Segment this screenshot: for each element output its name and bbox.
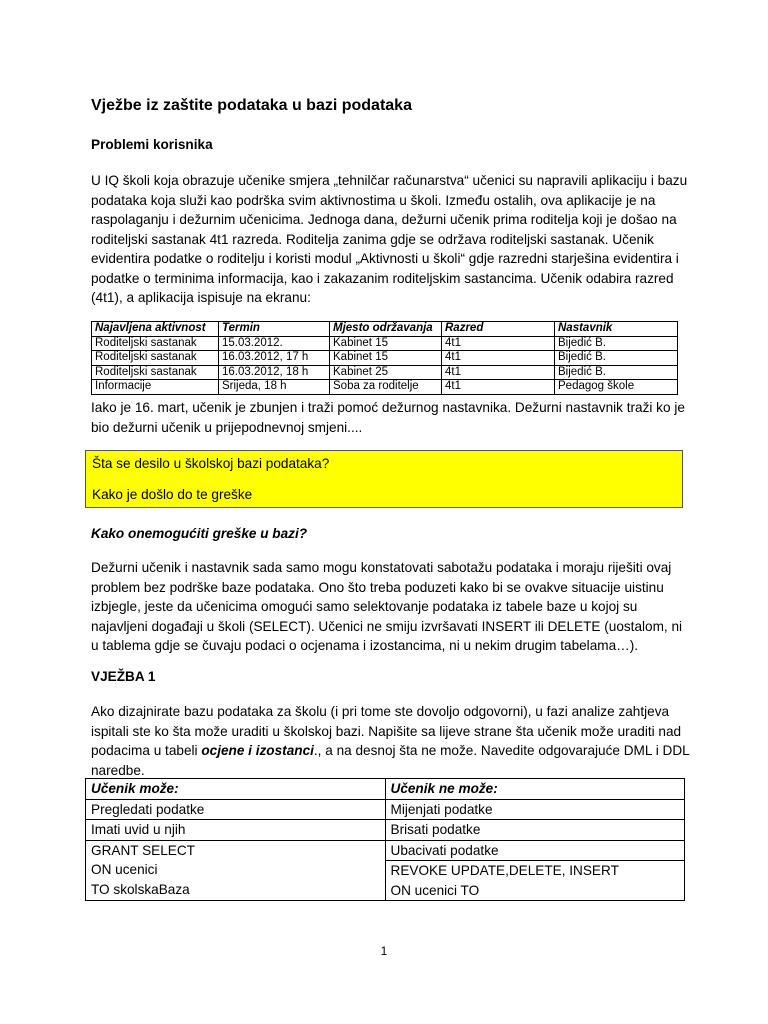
- cell-line: Mijenjati podatke: [390, 801, 493, 817]
- table-cell: [86, 799, 386, 820]
- exercise-emphasis: ocjene i izostanci: [201, 743, 314, 758]
- table-cell: Kabinet 25: [330, 365, 442, 380]
- table-cell: Bijedić B.: [555, 365, 678, 380]
- schedule-header-cell: Mjesto održavanja: [330, 322, 442, 337]
- exercise-heading: VJEŽBA 1: [91, 669, 156, 684]
- table-cell: Bijedić B.: [555, 336, 678, 351]
- table-cell: Srijeda, 18 h: [219, 380, 330, 395]
- table-cell: 16.03.2012, 17 h: [219, 351, 330, 366]
- table-cell: [86, 820, 386, 841]
- schedule-header-cell: Termin: [219, 322, 330, 337]
- table-row: [86, 840, 685, 901]
- table-cell: Pedagog škole: [555, 380, 678, 395]
- highlight-question: Kako je došlo do te greške: [92, 487, 253, 502]
- table-cell: Bijedić B.: [555, 351, 678, 366]
- table-cell: 4t1: [442, 380, 555, 395]
- table-row: [92, 365, 678, 380]
- exercise-text: Ako dizajnirate bazu podataka za školu (i pri tome ste dovoljo odgovorni), u fazi analize zahtjeva ispitali ste ko šta može uraditi u školskoj bazi. Napišite sa lijeve strane šta učenik može uraditi nad podacima u tabeli: [91, 704, 682, 758]
- cell-line: REVOKE UPDATE,DELETE, INSERT: [390, 863, 619, 878]
- exercise-table: [85, 778, 685, 901]
- schedule-header-row: [92, 322, 678, 337]
- cell-line: ON ucenici TO: [390, 882, 480, 898]
- table-cell: 4t1: [442, 365, 555, 380]
- exercise-header-row: [86, 779, 685, 800]
- table-cell: 4t1: [442, 336, 555, 351]
- solution-paragraph: Dežurni učenik i nastavnik sada samo mogu konstatovati sabotažu podataka i moraju riješiti ovaj problem bez podrške baze podataka. Ono što treba poduzeti kako bi se ovakve situacije uistinu izbjegle, jeste da učenicima omogući samo selektovanje podataka iz tabele baze u kojoj su najavljeni događaji u školi (SELECT). Učenici ne smiju izvršavati INSERT ili DELETE (uostalom, ni u tablema gdje se čuvaju podaci o ocjenama i izostancima, ni u nekim drugim tabelama…).: [91, 560, 683, 653]
- table-row: [86, 799, 685, 820]
- page-number: 1: [380, 944, 388, 958]
- cell-line: GRANT SELECT: [91, 842, 195, 858]
- cell-line: Brisati podatke: [390, 822, 481, 837]
- exercise-header-cell: Učenik može:: [86, 779, 386, 800]
- document-title: Vježbe iz zaštite podataka u bazi podataka: [91, 97, 412, 114]
- table-cell: 4t1: [442, 351, 555, 366]
- schedule-header-cell: Najavljena aktivnost: [92, 322, 219, 337]
- table-row: [92, 380, 678, 395]
- table-row: [92, 351, 678, 366]
- table-row: [92, 336, 678, 351]
- schedule-header-cell: Razred: [442, 322, 555, 337]
- table-cell: Roditeljski sastanak: [92, 365, 219, 380]
- section-heading: Kako onemogućiti greške u bazi?: [91, 526, 308, 541]
- table-cell: Informacije: [92, 380, 219, 395]
- table-row: [86, 820, 685, 841]
- table-cell: Roditeljski sastanak: [92, 351, 219, 366]
- schedule-header-cell: Nastavnik: [555, 322, 678, 337]
- cell-line: Ubacivati podatke: [386, 841, 685, 862]
- schedule-table: [91, 321, 678, 395]
- table-cell: Kabinet 15: [330, 351, 442, 366]
- table-cell: 15.03.2012.: [219, 336, 330, 351]
- table-cell: 16.03.2012, 18 h: [219, 365, 330, 380]
- table-cell: [86, 840, 386, 901]
- exercise-paragraph: [91, 702, 691, 780]
- subtitle: Problemi korisnika: [91, 137, 213, 152]
- cell-line: Pregledati podatke: [91, 801, 205, 817]
- exercise-header-cell: Učenik ne može:: [385, 779, 685, 800]
- cell-line: Imati uvid u njih: [91, 822, 186, 837]
- table-cell: Roditeljski sastanak: [92, 336, 219, 351]
- highlight-box: [85, 450, 683, 508]
- cell-line: ON ucenici: [91, 862, 158, 877]
- highlight-question: Šta se desilo u školskoj bazi podataka?: [92, 456, 330, 471]
- table-cell: [385, 840, 685, 901]
- exercise-text: ., a na desnoj šta ne može. Navedite odgovarajuće DML i DDL naredbe.: [91, 743, 690, 778]
- table-cell: [385, 820, 685, 841]
- table-cell: Kabinet 15: [330, 336, 442, 351]
- table-cell: Soba za roditelje: [330, 380, 442, 395]
- table-cell: [385, 799, 685, 820]
- after-table-paragraph: Iako je 16. mart, učenik je zbunjen i traži pomoć dežurnog nastavnika. Dežurni nastavnik traži ko je bio dežurni učenik u prijepodnevnoj smjeni....: [91, 400, 685, 435]
- intro-paragraph: U IQ školi koja obrazuje učenike smjera „tehnilčar računarstva“ učenici su napravili aplikaciju i bazu podataka koja služi kao podrška svim aktivnostima u školi. Između ostalih, ova aplikacije je na raspolaganju i dežurnim učenicima. Jednoga dana, dežurni učenik prima roditelja koji je došao na roditeljski sastanak 4t1 razreda. Roditelja zanima gdje se održava roditeljski sastanak. Učenik evidentira podatke o roditelju i koristi modul „Aktivnosti u školi“ gdje razredni starješina evidentira i podatke o terminima informacija, kao i zakazanim roditeljskim sastancima. Učenik odabira razred (4t1), a aplikacija ispisuje na ekranu:: [91, 173, 688, 305]
- cell-line: TO skolskaBaza: [91, 881, 190, 897]
